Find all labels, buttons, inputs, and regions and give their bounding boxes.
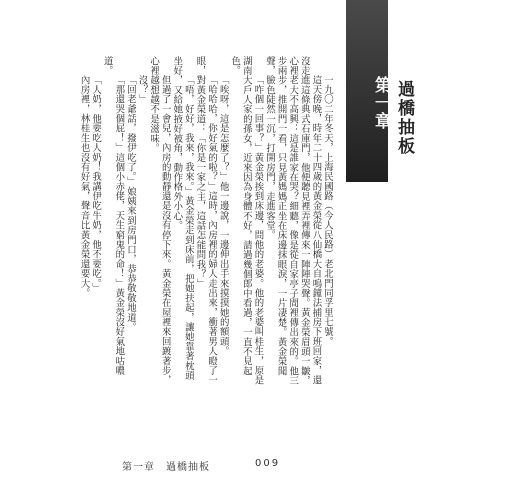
paragraph: 「咋個一回事？」黃金榮挨到床邊，問他的老婆。他的老婆叫桂生，原是湖南大戶人家的孫女，近來因為身體不好，請過幾個郎中看過，一直不見起色。 xyxy=(229,56,264,385)
paragraph: 「人奶，他要吃人奶！我講伊吃牛奶，他不要吃。」 xyxy=(90,74,102,293)
body-text xyxy=(78,56,333,386)
paragraph: 「哈哈哈，你好氣的啦？」這時，內房裡的婦人走出來，衝著男人瞪了一眼，對黃金榮道：「你是一家之主，這話怎能問我？」 xyxy=(194,56,218,385)
paragraph: 沒？」 xyxy=(136,74,148,104)
chapter-title: 過橋抽板 xyxy=(394,80,414,156)
page-number: 009 xyxy=(255,458,281,469)
paragraph: 「那還哭個屁！」這個小赤佬，天生窮鬼的命！」黃金榮沒好氣地咕噥道。 xyxy=(101,56,125,376)
paragraph: 「回老爺話，撥伊吃了。」娘姨來到房門口，恭恭敬敬地道。 xyxy=(124,74,136,332)
chapter-label: 第一章 xyxy=(371,76,391,130)
paragraph: 內房裡，林桂生也沒有好氣，聲音比黃金榮還要大。 xyxy=(78,74,90,298)
footer-chapter: 第一章 過橋抽板 xyxy=(122,462,210,473)
paragraph: 但過了一會兒，內房的動靜還是沒有停下來。黃金榮在屋裡來回踱著步，心裡越想越不是滋味。 xyxy=(148,56,171,385)
paragraph: 「唉呀，這是怎麼了？」他一邊說，一邊伸出手來摸摸她的額頭。 xyxy=(217,74,229,356)
paragraph: 這天傍晚，時年二十四歲的黃金榮從八仙橋大自鳴鐘法捕房下班回家，還沒走進這條典式石庫門，他便聽見裡弄裡傳來一陣陣哭聲。黃金榮眉頭一皺，心裡老大不高興：這是誰家在哭？細聽，像是從自家亭子間裡傳出來的。他三步兩步，推開門一看，只見黃媽媽正坐在床邊抹眼淚，一片凄楚。黃金榮聞聲，臉色陡然一沉，打開房門，走進客堂。 xyxy=(264,56,322,386)
paragraph: 一九〇二年冬天，上海民國路（今人民路）老北門同孚里七號。 xyxy=(322,74,333,347)
paragraph: 「唔，好好，我來，我來。」黃金榮走到床前，把她扶起，讓她靠著枕頭坐好，又給她掖好被角，動作格外小心。 xyxy=(171,56,194,381)
